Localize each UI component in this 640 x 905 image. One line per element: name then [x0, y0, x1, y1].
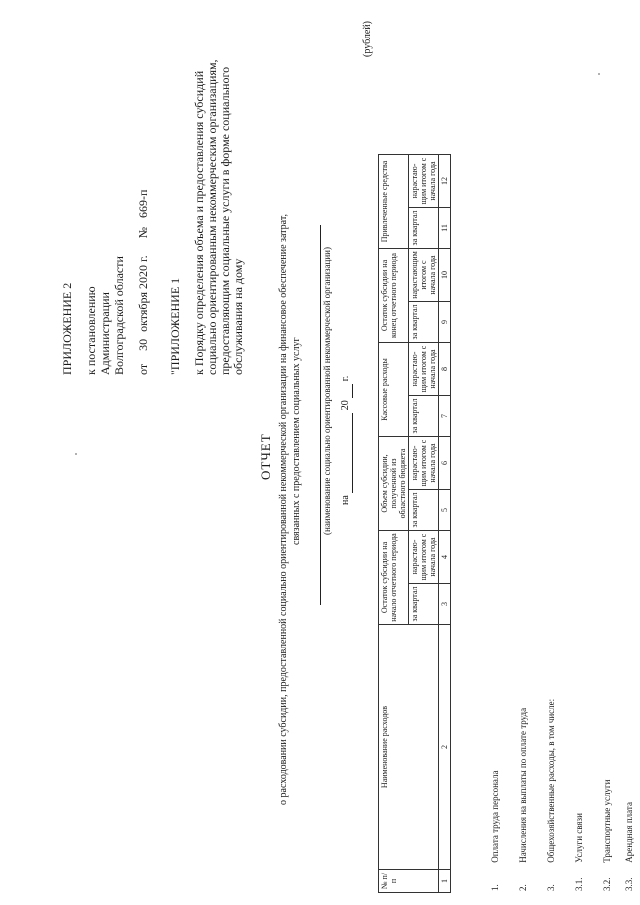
appendix-line3: Волгоградской области [112, 256, 126, 375]
col-num-8: 8 [439, 343, 451, 396]
h-quarter-5: за квартал [409, 490, 439, 531]
col-num-5: 5 [439, 490, 451, 531]
table-row [602, 780, 612, 891]
h-cumul-12: нарастаю-щим итогом с начала года [409, 155, 439, 208]
decree-number: 669-п [136, 189, 150, 218]
h-cumul-8: нарастаю-щим итогом с начала года [409, 343, 439, 396]
header-cash: Кассовые расходы [379, 343, 409, 437]
date-g: г. [340, 375, 351, 382]
h-cumul-10: нарастающим итогом с начала года [409, 249, 439, 302]
header-ost-end: Остаток субсидии на конец отчетного периода [379, 249, 409, 343]
annex1-title: "ПРИЛОЖЕНИЕ 1 [168, 277, 182, 375]
report-table [378, 154, 451, 893]
col-num-1: 1 [439, 870, 451, 893]
units-label: (рублей) [362, 20, 373, 57]
table-row [518, 708, 528, 891]
col-num-3: 3 [439, 584, 451, 625]
col-num-9: 9 [439, 302, 451, 343]
table-row [624, 802, 634, 891]
header-name: Наименование расходов [379, 625, 439, 870]
date-20: 20 [340, 400, 351, 411]
col-num-10: 10 [439, 249, 451, 302]
annex1-text1: к Порядку определения объема и предоставления субсидий [192, 70, 206, 375]
row-num: 3.1. [574, 877, 584, 891]
row-name: Оплата труда персонала [490, 770, 500, 863]
col-num-6: 6 [439, 437, 451, 490]
h-quarter-7: за квартал [409, 396, 439, 437]
report-title: ОТЧЕТ [258, 433, 273, 480]
appendix-line1: к постановлению [84, 286, 98, 375]
h-cumul-6: нарастаю-щим итогом с начала года [409, 437, 439, 490]
row-name: Начисления на выплаты по оплате труда [518, 707, 528, 863]
row-name: Услуги связи [574, 813, 584, 863]
header-num: № п/п [379, 870, 439, 893]
col-num-7: 7 [439, 396, 451, 437]
header-ost-start: Остаток субсидии на начало отчетного периода [379, 531, 409, 625]
annex1-text3: предоставляющим социальные услуги в форме социального [218, 66, 232, 375]
scan-speck [75, 453, 77, 455]
report-subtitle-2: связанных с предоставлением социальных услуг [291, 337, 302, 545]
row-num: 2. [518, 884, 528, 891]
date-blank-day [340, 413, 353, 493]
col-num-2: 2 [439, 625, 451, 870]
row-name: Общехозяйственные расходы, в том числе: [546, 698, 556, 863]
annex1-text2: социально ориентированным некоммерческим организациям, [205, 59, 219, 375]
column-number-row [439, 155, 451, 893]
col-num-12: 12 [439, 155, 451, 208]
row-num: 1. [490, 884, 500, 891]
date-na: на [340, 495, 351, 505]
header-attracted: Привлеченные средства [379, 155, 409, 249]
report-subtitle-1: о расходовании субсидии, предоставленной социально ориентированной некоммерческой организации на финансовое обеспечение затрат, [278, 214, 289, 805]
row-num: 3.2. [602, 877, 612, 891]
h-cumul-4: нарастаю-щим итогом с начала года [409, 531, 439, 584]
org-name-line [320, 225, 321, 605]
org-caption: (наименование социально ориентированной некоммерческой организации) [322, 247, 332, 535]
appendix-date [136, 190, 150, 375]
date-month-year: октября 2020 г. [136, 255, 150, 332]
row-num: 3. [546, 884, 556, 891]
row-name: Транспортные услуги [602, 779, 612, 863]
table-row [490, 771, 500, 891]
col-num-4: 4 [439, 531, 451, 584]
row-name: Арендная плата [624, 802, 634, 863]
table-row [574, 813, 584, 891]
col-num-11: 11 [439, 208, 451, 249]
h-quarter-3: за квартал [409, 584, 439, 625]
h-quarter-9: за квартал [409, 302, 439, 343]
date-day: 30 [136, 338, 150, 351]
number-prefix: № [136, 226, 150, 239]
date-blank-year [340, 384, 353, 398]
header-volume: Объем субсидии, полученной из областного бюджета [379, 437, 409, 531]
appendix-line2: Администрации [98, 292, 112, 375]
report-date [340, 376, 353, 505]
table-row [546, 699, 556, 891]
annex1-text4: обслуживания на дому [231, 258, 245, 375]
row-num: 3.3. [624, 877, 634, 891]
date-prefix: от [136, 363, 150, 375]
scan-speck [598, 73, 600, 75]
h-quarter-11: за квартал [409, 208, 439, 249]
appendix-title: ПРИЛОЖЕНИЕ 2 [60, 282, 74, 375]
header-row-1 [379, 155, 409, 893]
